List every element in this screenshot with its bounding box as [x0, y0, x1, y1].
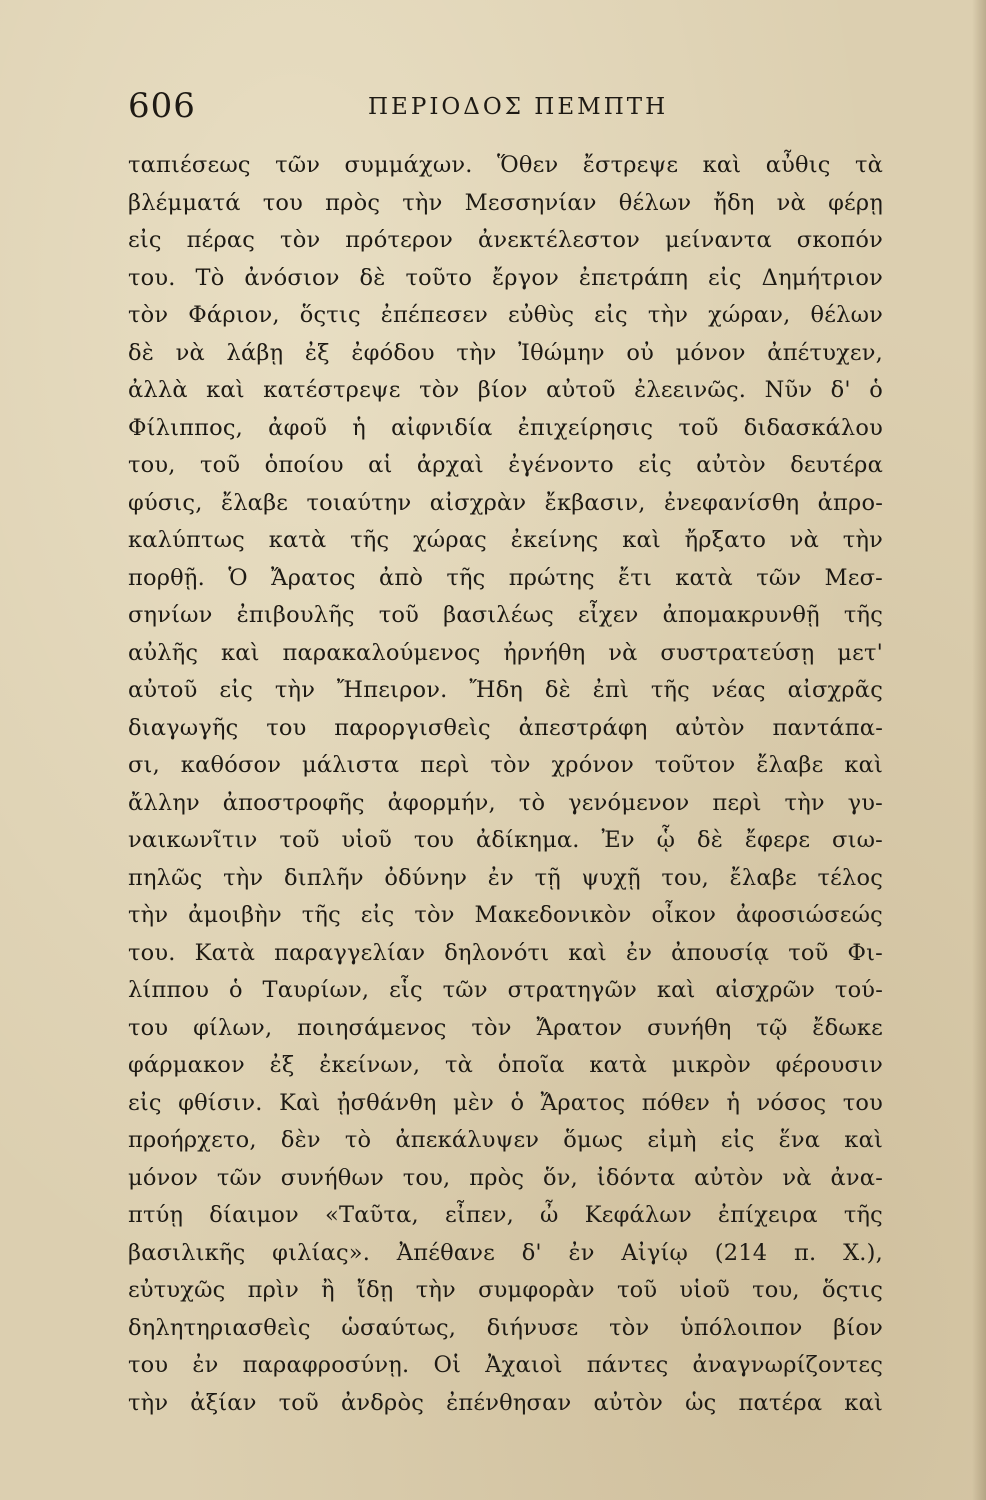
- text-line: μόνον τῶν συνήθων του, πρὸς ὅν, ἰδόντα αὐτὸν νὰ ἀνα-: [128, 1164, 883, 1191]
- text-line: τὸν Φάριον, ὅςτις ἐπέπεσεν εὐθὺς εἰς τὴν χώραν, θέλων: [128, 302, 883, 328]
- text-line: φάρμακον ἐξ ἐκείνων, τὰ ὁποῖα κατὰ μικρὸν φέρουσιν: [128, 1052, 883, 1078]
- text-line: διαγωγῆς του παροργισθεὶς ἀπεστράφη αὐτὸν παντάπα-: [128, 714, 883, 741]
- text-line: βλέμματά του πρὸς τὴν Μεσσηνίαν θέλων ἤδη νὰ φέρῃ: [128, 189, 883, 216]
- text-line: προήρχετο, δὲν τὸ ἀπεκάλυψεν ὅμως εἰμὴ εἰς ἕνα καὶ: [128, 1127, 883, 1153]
- text-line: τὴν ἀμοιβὴν τῆς εἰς τὸν Μακεδονικὸν οἶκον ἀφοσιώσεώς: [128, 902, 883, 928]
- text-line: τὴν ἀξίαν τοῦ ἀνδρὸς ἐπένθησαν αὐτὸν ὡς πατέρα καὶ: [128, 1389, 883, 1416]
- text-line: πτύῃ δίαιμον «Ταῦτα, εἶπεν, ὦ Κεφάλων ἐπίχειρα τῆς: [128, 1202, 883, 1228]
- text-line: αὐτοῦ εἰς τὴν Ἤπειρον. Ἤδη δὲ ἐπὶ τῆς νέας αἰσχρᾶς: [128, 677, 883, 703]
- text-line: αὐλῆς καὶ παρακαλούμενος ἠρνήθη νὰ συστρατεύσῃ μετ': [128, 639, 883, 666]
- body-text: [128, 147, 883, 1422]
- text-line: του ἐν παραφροσύνῃ. Οἱ Ἀχαιοὶ πάντες ἀναγνωρίζοντες: [128, 1352, 883, 1378]
- text-line: εὐτυχῶς πρὶν ἢ ἴδῃ τὴν συμφορὰν τοῦ υἱοῦ του, ὅςτις: [128, 1277, 883, 1303]
- text-line: πορθῇ. Ὁ Ἄρατος ἀπὸ τῆς πρώτης ἔτι κατὰ τῶν Μεσ-: [128, 564, 883, 591]
- text-line: βασιλικῆς φιλίας». Ἀπέθανε δ' ἐν Αἰγίῳ (214 π. Χ.),: [128, 1239, 883, 1266]
- page-edge-shadow: [972, 0, 986, 1500]
- text-line: πηλῶς τὴν διπλῆν ὀδύνην ἐν τῇ ψυχῇ του, ἔλαβε τέλος: [128, 864, 883, 891]
- text-line: καλύπτως κατὰ τῆς χώρας ἐκείνης καὶ ἤρξατο νὰ τὴν: [128, 527, 883, 553]
- text-line: εἰς πέρας τὸν πρότερον ἀνεκτέλεστον μείναντα σκοπόν: [128, 227, 883, 253]
- text-line: λίππου ὁ Ταυρίων, εἷς τῶν στρατηγῶν καὶ αἰσχρῶν τού-: [128, 977, 883, 1003]
- text-line: δὲ νὰ λάβῃ ἐξ ἐφόδου τὴν Ἰθώμην οὐ μόνον ἀπέτυχεν,: [128, 339, 883, 366]
- text-line: ταπιέσεως τῶν συμμάχων. Ὅθεν ἔστρεψε καὶ αὖθις τὰ: [128, 152, 883, 178]
- text-line: σηνίων ἐπιβουλῆς τοῦ βασιλέως εἶχεν ἀπομακρυνθῇ τῆς: [128, 602, 883, 628]
- text-line: Φίλιππος, ἀφοῦ ἡ αἰφνιδία ἐπιχείρησις τοῦ διδασκάλου: [128, 414, 883, 441]
- text-line: ναικωνῖτιν τοῦ υἱοῦ του ἀδίκημα. Ἐν ᾧ δὲ ἔφερε σιω-: [128, 827, 883, 853]
- text-line: δηλητηριασθεὶς ὡσαύτως, διήνυσε τὸν ὑπόλοιπον βίον: [128, 1314, 883, 1341]
- text-line: του. Κατὰ παραγγελίαν δηλονότι καὶ ἐν ἀπουσίᾳ τοῦ Φι-: [128, 939, 883, 966]
- text-line: ἄλλην ἀποστροφῆς ἀφορμήν, τὸ γενόμενον περὶ τὴν γυ-: [128, 789, 883, 816]
- text-line: του, τοῦ ὁποίου αἱ ἀρχαὶ ἐγένοντο εἰς αὐτὸν δευτέρα: [128, 452, 883, 478]
- text-line: εἰς φθίσιν. Καὶ ᾐσθάνθη μὲν ὁ Ἄρατος πόθεν ἡ νόσος του: [128, 1089, 883, 1116]
- text-line: του φίλων, ποιησάμενος τὸν Ἄρατον συνήθη τῷ ἔδωκε: [128, 1014, 883, 1041]
- page-header: [128, 86, 883, 142]
- text-line: ἀλλὰ καὶ κατέστρεψε τὸν βίον αὐτοῦ ἐλεεινῶς. Νῦν δ' ὁ: [128, 377, 883, 403]
- text-line: του. Τὸ ἀνόσιον δὲ τοῦτο ἔργον ἐπετράπη εἰς Δημήτριον: [128, 264, 883, 291]
- page-number: 606: [128, 86, 196, 126]
- text-line: φύσις, ἔλαβε τοιαύτην αἰσχρὰν ἔκβασιν, ἐνεφανίσθη ἀπρο-: [128, 489, 883, 516]
- running-head: ΠΕΡΙΟΔΟΣ ΠΕΜΠΤΗ: [368, 94, 669, 120]
- text-line: σι, καθόσον μάλιστα περὶ τὸν χρόνον τοῦτον ἔλαβε καὶ: [128, 752, 883, 778]
